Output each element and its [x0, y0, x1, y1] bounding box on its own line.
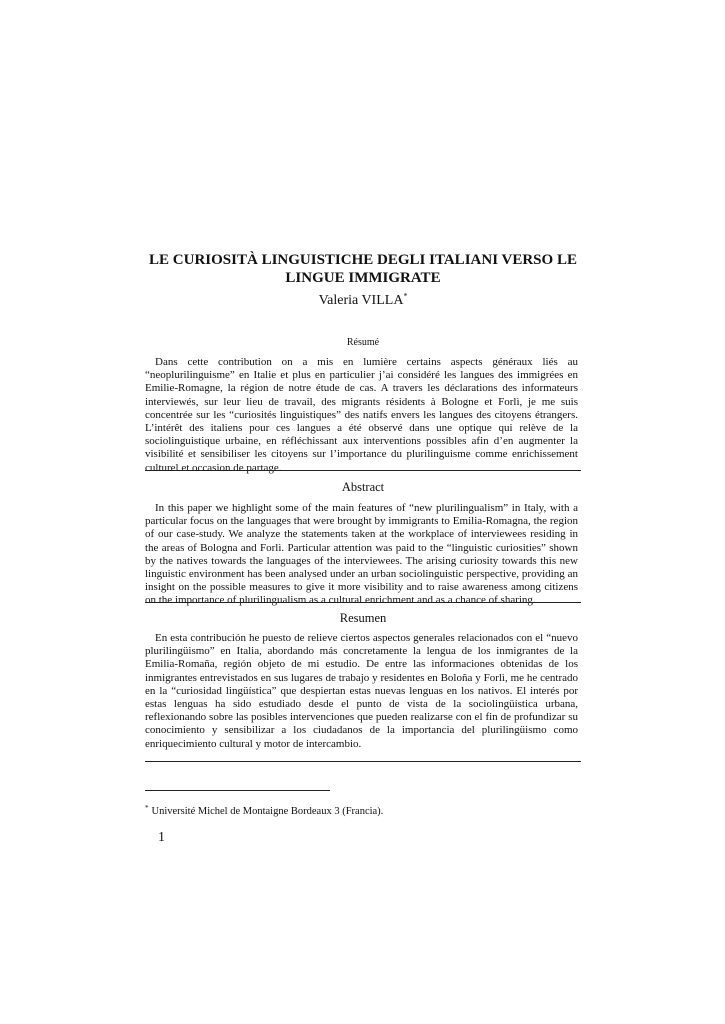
abstract-text: In this paper we highlight some of the main features of “new plurilingualism” in Italy, with a particular focus on the languages that were brought by immigrants to Emilia-Romagna, the region of our case-study. We analyze the statements taken at the workplace of interviewees residing in the areas of Bologna and Forlì. Particular attention was paid to the “linguistic curiosities” shown by the natives towards the languages of the interviewees. The arising curiosity towards this new linguistic environment has been analysed under an urban sociolinguistic perspective, providing an insight on the possible measures to give it more visibility and to raise awareness among citizens on the importance of plurilingualism as a cultural enrichment and as a chance of sharing. [145, 502, 578, 607]
resumen-text: En esta contribución he puesto de relieve ciertos aspectos generales relacionados con el “nuevo plurilingüismo” en Italia, abordando más concretamente la lengua de los inmigrantes de la Emilia-Romaña, región objeto de mi estudio. De entre las informaciones obtenidas de los inmigrantes entrevistados en sus lugares de trabajo y residentes en Boloña y Forlì, me he centrado en la “curiosidad lingüística” que despiertan estas nuevas lenguas en los nativos. El interés por estas lenguas ha sido estudiado desde el punto de vista de la sociolingüística urbana, reflexionando sobre las posibles intervenciones que pueden realizarse con el fin de profundizar su conocimiento y sensibilizar a los ciudadanos de la importancia del plurilingüismo como enriquecimiento cultural y motor de intercambio. [145, 632, 578, 750]
section-divider [145, 470, 581, 471]
resume-heading: Résumé [346, 337, 380, 348]
section-divider [145, 602, 581, 603]
page-number: 1 [158, 830, 165, 845]
footnote-text: Université Michel de Montaigne Bordeaux 3 (Francia). [151, 806, 384, 817]
resumen-heading: Resumen [339, 611, 387, 625]
paper-title: LE CURIOSITÀ LINGUISTICHE DEGLI ITALIANI VERSO LE LINGUE IMMIGRATE [149, 252, 577, 286]
author-name: Valeria VILLA [318, 293, 404, 308]
author-footnote-mark: * [403, 291, 408, 301]
footnote [145, 805, 383, 818]
resume-text: Dans cette contribution on a mis en lumière certains aspects généraux liés au “neoplurilinguisme” en Italie et plus en particulier j’ai considéré les langues des immigrées en Emilie-Romagne, la région de notre étude de cas. A travers les déclarations des informateurs interviewés, sur leur lieu de travail, des migrants résidents à Bologne et Forlì, je me suis concentrée sur les “curiosités linguistiques” des natifs envers les langues des citoyens étrangers. L’intérêt des italiens pour ces langues a été observé dans une optique qui relève de la sociolinguistique urbaine, en réfléchissant aux interventions possibles afin d’en augmenter la visibilité et sensibiliser les citoyens sur l’importance du plurilinguisme comme enrichissement culturel et occasion de partage. [145, 356, 578, 474]
author-line [145, 292, 581, 310]
footnote-mark: * [145, 803, 149, 812]
footnote-separator [145, 790, 330, 791]
section-divider [145, 761, 581, 762]
abstract-heading: Abstract [341, 480, 385, 494]
